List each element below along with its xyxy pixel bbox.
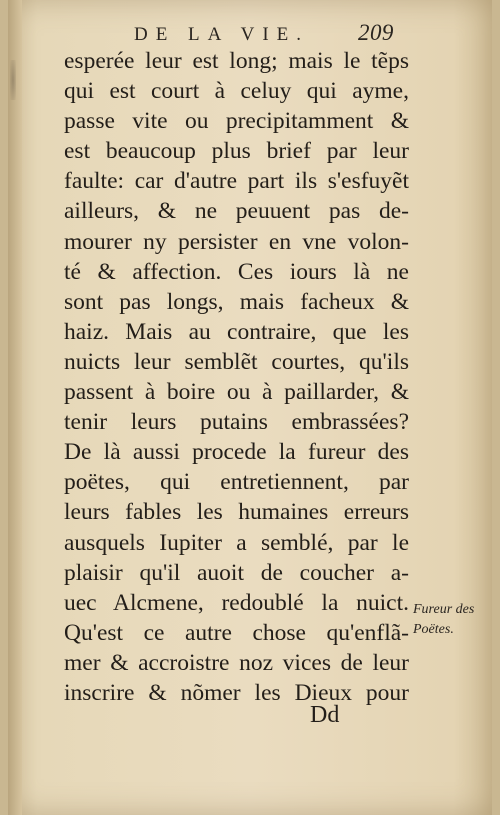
text-line: poëtes, qui entretiennent, par: [64, 469, 409, 496]
text-line: uec Alcmene, redoublé la nuict.: [64, 589, 409, 616]
text-line: plaisir qu'il auoit de coucher a-: [64, 559, 409, 586]
text-line: inscrire & nõmer les Dieux pour: [64, 679, 409, 706]
text-line: mer & accroistre noz vices de leur: [64, 649, 409, 676]
marginal-note: [413, 600, 474, 640]
running-title: DE LA VIE.: [134, 24, 309, 45]
text-line: passent à boire ou à paillarder, &: [64, 379, 409, 406]
text-line: Qu'est ce autre chose qu'enflã-: [64, 619, 409, 646]
marginal-note-line: Fureur des: [413, 602, 475, 617]
text-line: haiz. Mais au contraire, que les: [64, 318, 409, 345]
text-line: est beaucoup plus brief par leur: [64, 138, 409, 165]
page-gutter: [8, 0, 22, 815]
book-page: [8, 0, 492, 815]
text-line: passe vite ou precipitamment &: [64, 108, 409, 135]
text-line: De là aussi procede la fureur des: [64, 439, 409, 466]
marginal-note-line: Poëtes.: [413, 622, 454, 637]
text-line: sont pas longs, mais facheux &: [64, 288, 409, 315]
text-line: té & affection. Ces iours là ne: [64, 258, 409, 285]
text-line: ailleurs, & ne peuuent pas de-: [64, 198, 409, 225]
page-number: 209: [358, 20, 394, 45]
text-line: faulte: car d'autre part ils s'esfuyẽt: [64, 168, 409, 195]
text-line: nuicts leur semblẽt courtes, qu'ils: [64, 348, 409, 375]
ink-bleed-mark: [10, 60, 16, 100]
catchword: Dd: [310, 702, 340, 728]
text-line: qui est court à celuy qui ayme,: [64, 78, 409, 105]
text-line: esperée leur est long; mais le tẽps: [64, 48, 409, 74]
text-line: ausquels Iupiter a semblé, par le: [64, 529, 409, 556]
text-line: leurs fables les humaines erreurs: [64, 499, 409, 526]
text-line: mourer ny persister en vne volon-: [64, 228, 409, 255]
body-text: [64, 46, 409, 708]
text-line: tenir leurs putains embrassées?: [64, 409, 409, 436]
